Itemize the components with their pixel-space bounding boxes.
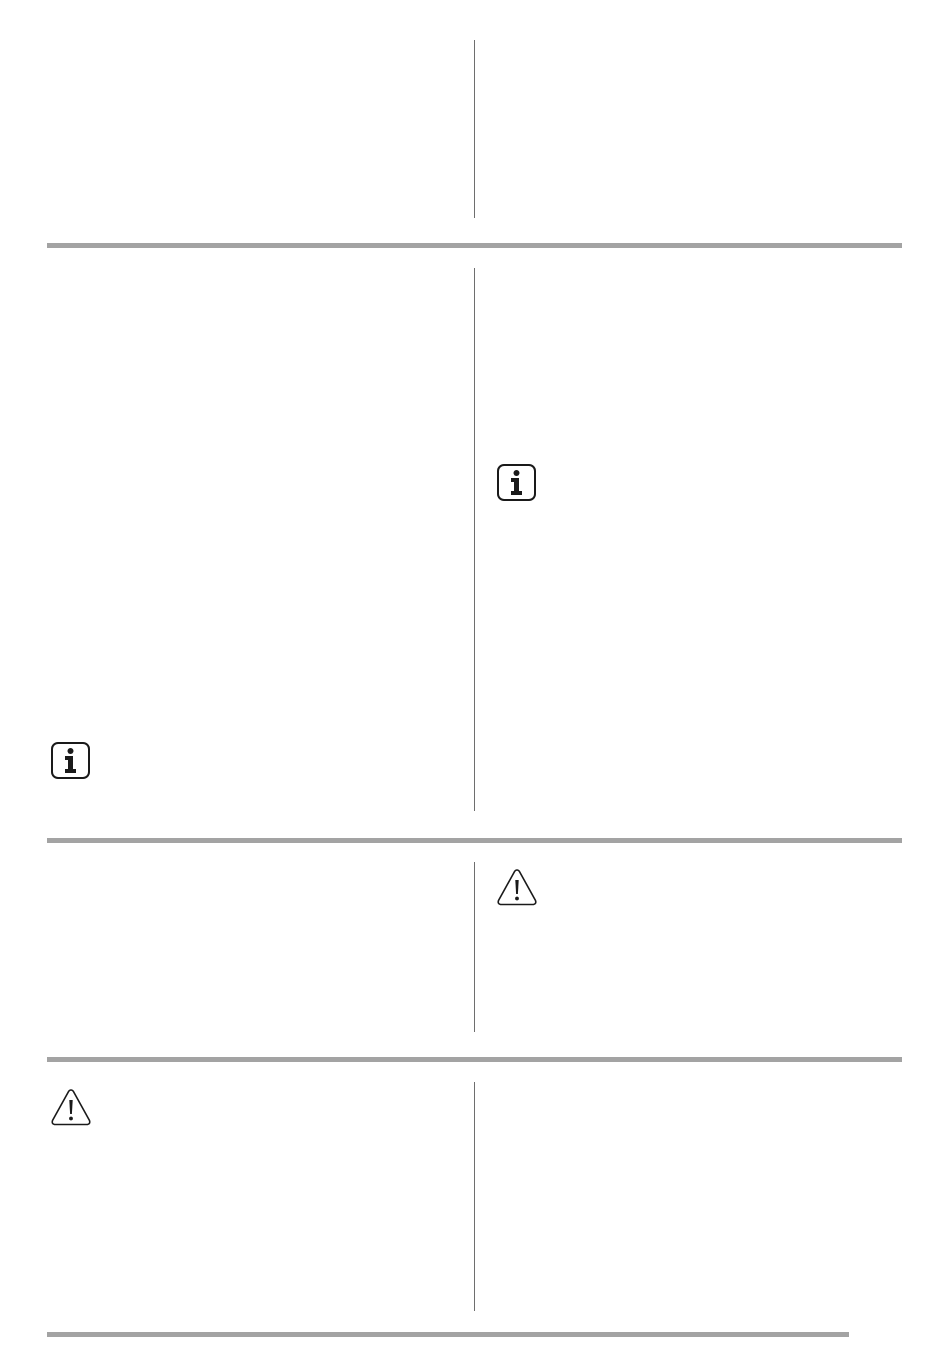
column-divider-3 (474, 862, 475, 1032)
column-divider-2 (474, 268, 475, 811)
section-rule-1 (47, 243, 902, 248)
section-rule-2 (47, 838, 902, 843)
column-divider-1 (474, 40, 475, 218)
section-rule-4 (47, 1332, 849, 1337)
warning-icon (50, 1087, 92, 1127)
column-divider-4 (474, 1082, 475, 1311)
section-rule-3 (47, 1057, 902, 1062)
warning-icon (496, 867, 538, 907)
info-icon (51, 742, 90, 779)
info-icon (497, 464, 536, 501)
